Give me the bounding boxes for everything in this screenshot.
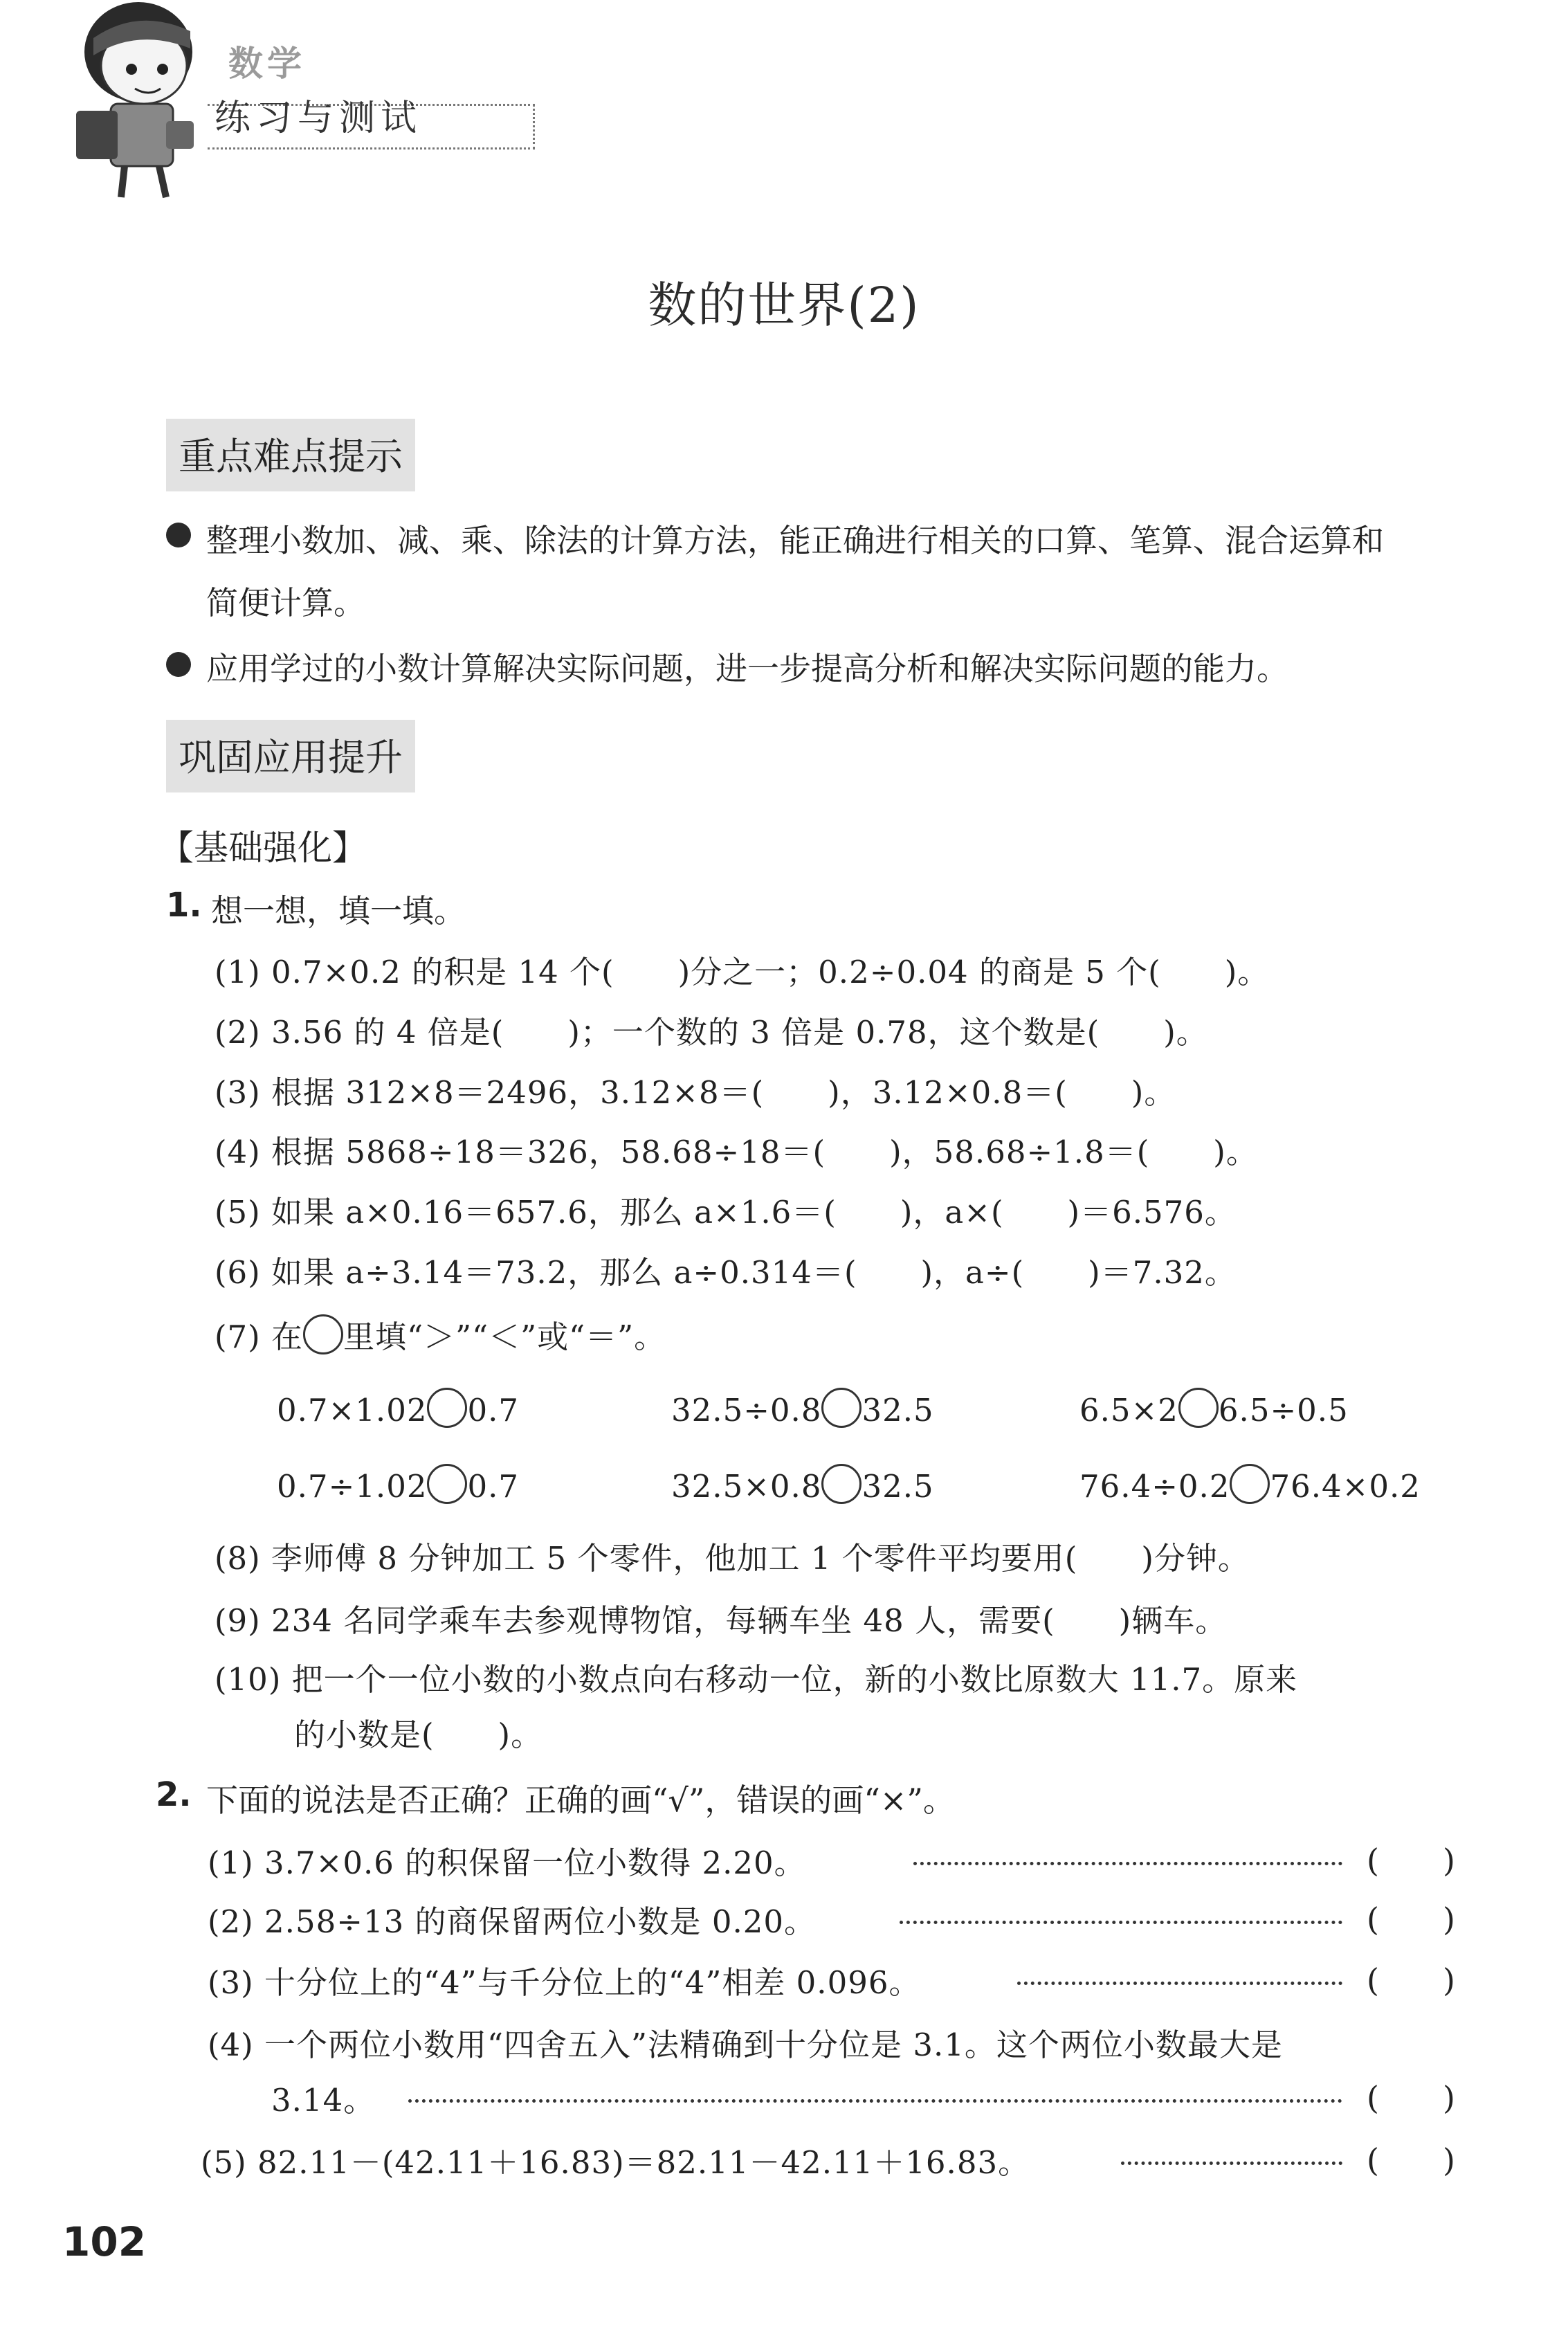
practice-heading: 巩固应用提升 <box>166 720 415 792</box>
compare-6 <box>1079 1464 1421 1505</box>
compare-1 <box>277 1388 519 1429</box>
q1-number: 1. <box>166 886 202 925</box>
q1-item-7 <box>215 1312 666 1357</box>
q1-item-9: (9) 234 名同学乘车去参观博物馆，每辆车坐 48 人，需要( )辆车。 <box>215 1602 1228 1639</box>
compare-right: 76.4×0.2 <box>1270 1468 1421 1505</box>
compare-circle-icon[interactable] <box>1230 1464 1270 1504</box>
key-points-heading: 重点难点提示 <box>166 419 415 491</box>
compare-circle-icon[interactable] <box>821 1464 862 1504</box>
compare-right: 32.5 <box>862 1392 934 1429</box>
compare-3 <box>1079 1388 1349 1429</box>
leader-dots <box>900 1921 1342 1924</box>
q1-item-4: (4) 根据 5868÷18＝326，58.68÷18＝( )，58.68÷1.8＝( )。 <box>215 1134 1258 1170</box>
compare-4 <box>277 1464 519 1505</box>
brand-name: 练习与测试 <box>215 98 423 139</box>
q2-item-4: (4) 一个两位小数用“四舍五入”法精确到十分位是 3.1。这个两位小数最大是 <box>208 2027 1283 2063</box>
leader-dots <box>913 1862 1342 1865</box>
compare-left: 76.4÷0.2 <box>1079 1468 1230 1505</box>
q1-item-6: (6) 如果 a÷3.14＝73.2，那么 a÷0.314＝( )，a÷( )＝7.32。 <box>215 1254 1237 1291</box>
compare-circle-icon[interactable] <box>427 1464 467 1504</box>
page-number: 102 <box>62 2218 147 2265</box>
q1-item-5: (5) 如果 a×0.16＝657.6，那么 a×1.6＝( )，a×( )＝6.576。 <box>215 1194 1237 1231</box>
compare-left: 6.5×2 <box>1079 1392 1178 1429</box>
q1-stem: 想一想，填一填。 <box>211 892 466 930</box>
answer-paren[interactable]: ( ) <box>1367 2079 1455 2117</box>
mascot-icon <box>62 0 221 208</box>
q1-item-1: (1) 0.7×0.2 的积是 14 个( )分之一；0.2÷0.04 的商是 5 个( )。 <box>215 954 1270 990</box>
page-title: 数的世界(2) <box>648 277 920 334</box>
bullet-dot-icon <box>166 523 191 547</box>
compare-right: 0.7 <box>467 1392 520 1429</box>
q1-item-7-lead: (7) 在 <box>215 1318 304 1355</box>
leader-dots <box>1017 1982 1342 1985</box>
bullet-2 <box>166 647 191 685</box>
compare-2 <box>671 1388 934 1429</box>
answer-paren[interactable]: ( ) <box>1367 1961 1455 1999</box>
q2-item-2: (2) 2.58÷13 的商保留两位小数是 0.20。 <box>208 1903 817 1940</box>
compare-5 <box>671 1464 934 1505</box>
compare-circle-icon[interactable] <box>821 1388 862 1428</box>
answer-paren[interactable]: ( ) <box>1367 2141 1455 2179</box>
q1-item-7-tail: 里填“＞”“＜”或“＝”。 <box>343 1318 666 1355</box>
compare-right: 6.5÷0.5 <box>1218 1392 1349 1429</box>
key-point-1: 整理小数加、减、乘、除法的计算方法，能正确进行相关的口算、笔算、混合运算和 <box>206 522 1384 559</box>
q1-item-3: (3) 根据 312×8＝2496，3.12×8＝( )，3.12×0.8＝( )。 <box>215 1074 1176 1111</box>
compare-right: 0.7 <box>467 1468 520 1505</box>
q2-item-5: (5) 82.11－(42.11＋16.83)＝82.11－42.11＋16.83。 <box>201 2144 1030 2181</box>
q2-item-3: (3) 十分位上的“4”与千分位上的“4”相差 0.096。 <box>208 1964 921 2001</box>
compare-circle-icon[interactable] <box>427 1388 467 1428</box>
q2-number: 2. <box>156 1775 192 1814</box>
key-point-2: 应用学过的小数计算解决实际问题，进一步提高分析和解决实际问题的能力。 <box>206 650 1288 687</box>
key-point-1-cont: 简便计算。 <box>206 584 365 622</box>
compare-right: 32.5 <box>862 1468 934 1505</box>
compare-circle-icon <box>303 1314 343 1354</box>
answer-paren[interactable]: ( ) <box>1367 1901 1455 1938</box>
basic-label: 【基础强化】 <box>159 828 367 868</box>
q2-stem: 下面的说法是否正确？正确的画“√”，错误的画“×”。 <box>206 1782 955 1819</box>
leader-dots <box>1121 2162 1342 2165</box>
compare-left: 32.5÷0.8 <box>671 1392 822 1429</box>
q2-item-4-cont: 3.14。 <box>271 2082 376 2119</box>
answer-paren[interactable]: ( ) <box>1367 1842 1455 1879</box>
q1-item-10-cont: 的小数是( )。 <box>294 1716 543 1753</box>
q1-item-10: (10) 把一个一位小数的小数点向右移动一位，新的小数比原数大 11.7。原来 <box>215 1661 1298 1698</box>
compare-left: 0.7×1.02 <box>277 1392 428 1429</box>
compare-left: 32.5×0.8 <box>671 1468 822 1505</box>
q1-item-8: (8) 李师傅 8 分钟加工 5 个零件，他加工 1 个零件平均要用( )分钟。 <box>215 1540 1250 1577</box>
leader-dots <box>408 2099 1342 2103</box>
bullet-dot-icon <box>166 652 191 677</box>
compare-circle-icon[interactable] <box>1178 1388 1219 1428</box>
bullet-1 <box>166 518 191 555</box>
compare-left: 0.7÷1.02 <box>277 1468 428 1505</box>
q2-item-1: (1) 3.7×0.6 的积保留一位小数得 2.20。 <box>208 1845 806 1881</box>
brand-math: 数学 <box>228 44 306 84</box>
q1-item-2: (2) 3.56 的 4 倍是( )；一个数的 3 倍是 0.78，这个数是( )。 <box>215 1014 1208 1051</box>
page-header <box>42 0 526 208</box>
